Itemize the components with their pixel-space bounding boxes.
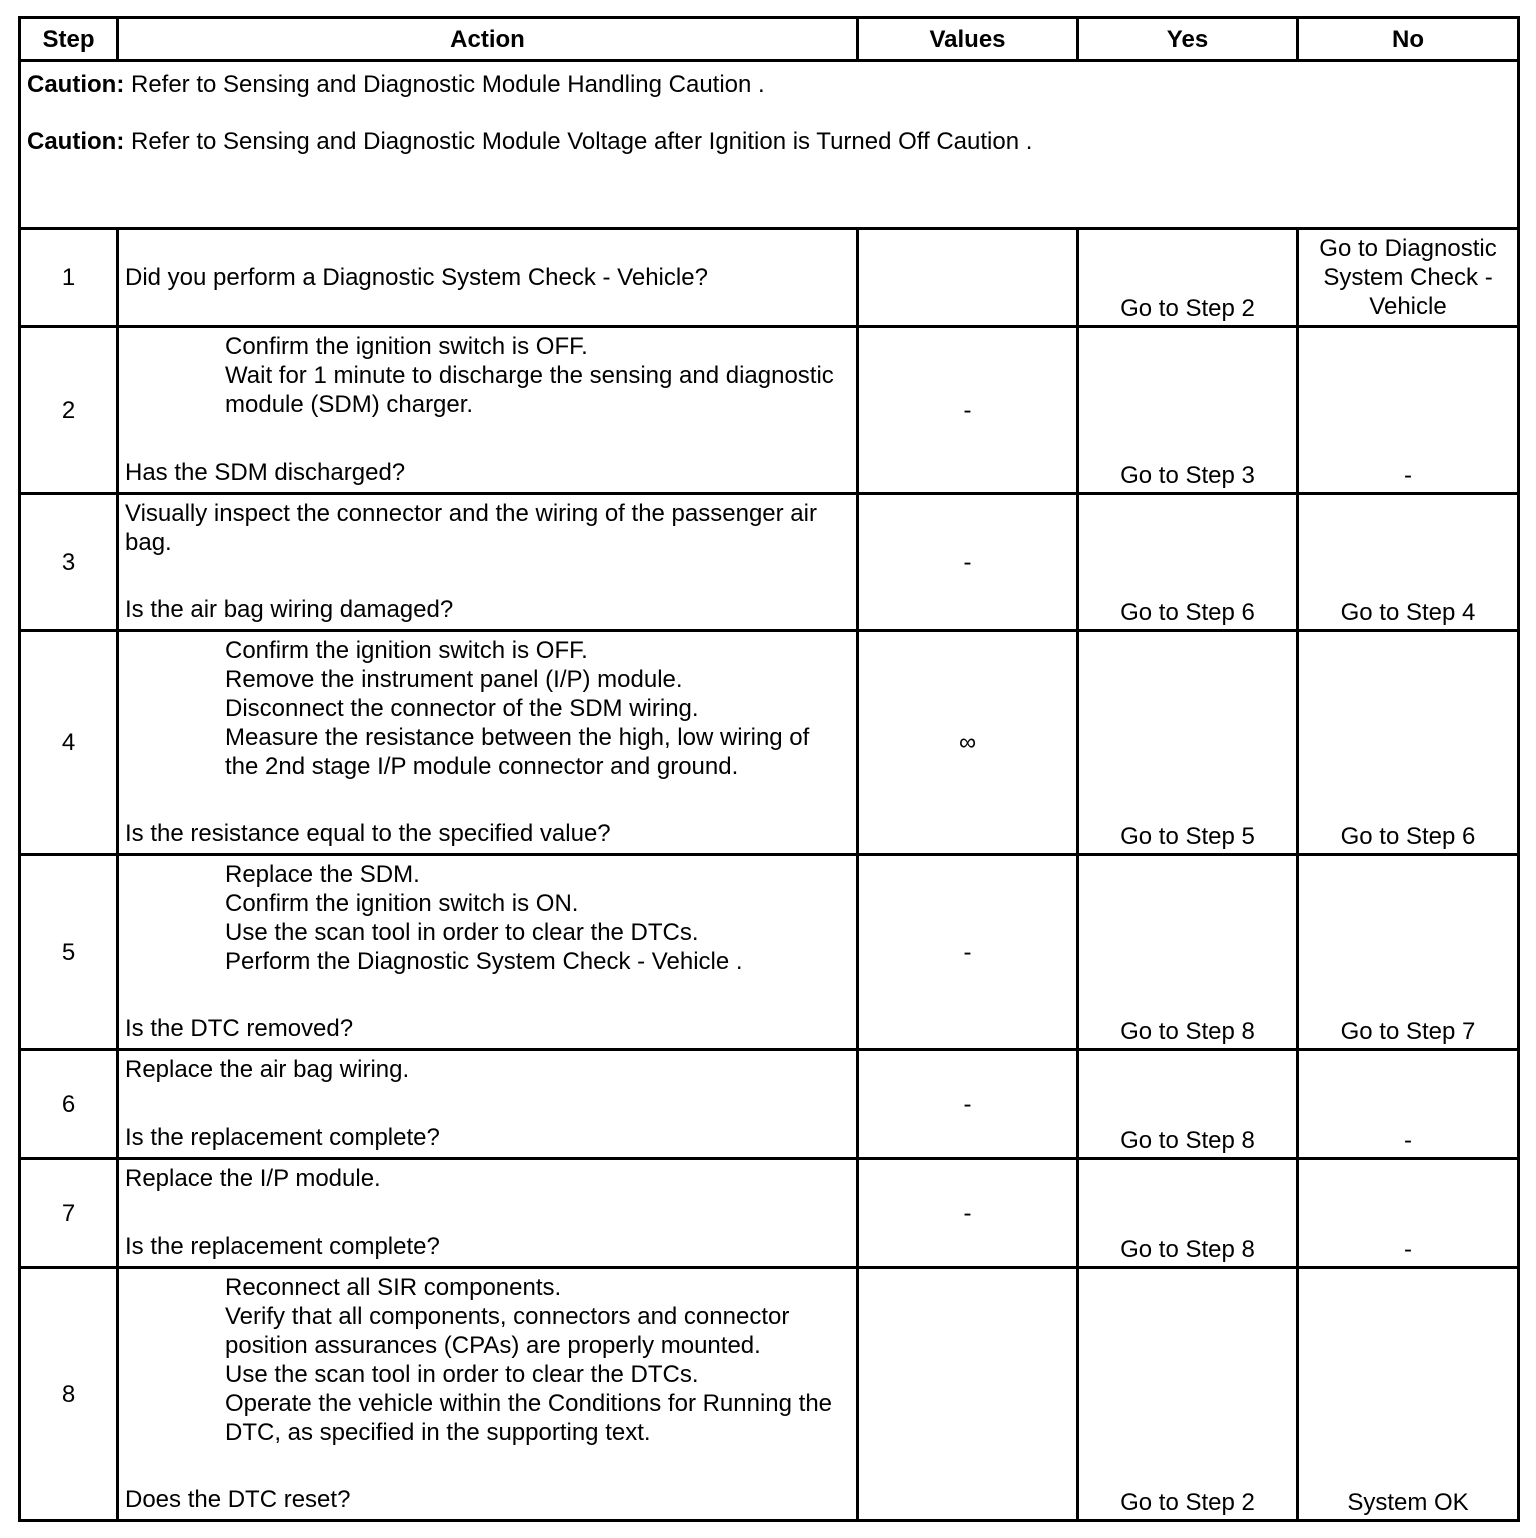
table-row: [20, 229, 1519, 327]
no-cell: -: [1298, 1050, 1519, 1159]
step-number: 2: [20, 327, 118, 494]
list-item: Use the scan tool in order to clear the DTCs.: [225, 1361, 699, 1388]
value-cell: -: [858, 494, 1078, 631]
question: Is the DTC removed?: [125, 1015, 354, 1042]
action-list: [125, 1269, 856, 1447]
caution-label: Caution:: [27, 71, 125, 98]
caution-text: Refer to Sensing and Diagnostic Module Handling Caution .: [124, 71, 765, 98]
table-row: [20, 1050, 1519, 1159]
action-cell: [118, 494, 858, 631]
list-item: Wait for 1 minute to discharge the sensing and diagnostic module (SDM) charger.: [225, 362, 834, 418]
list-item: Use the scan tool in order to clear the DTCs.: [225, 919, 699, 946]
no-cell: System OK: [1298, 1268, 1519, 1521]
action-cell: [118, 1159, 858, 1268]
no-cell: Go to Step 6: [1298, 631, 1519, 855]
step-number: 8: [20, 1268, 118, 1521]
list-item: Perform the Diagnostic System Check - Vehicle .: [225, 948, 743, 975]
yes-cell: Go to Step 8: [1078, 1050, 1298, 1159]
action-cell: [118, 229, 858, 327]
list-item: Reconnect all SIR components.: [225, 1274, 562, 1301]
question: Is the air bag wiring damaged?: [125, 596, 454, 623]
no-cell: Go to Step 7: [1298, 855, 1519, 1050]
caution-row: [20, 61, 1519, 229]
yes-cell: Go to Step 6: [1078, 494, 1298, 631]
step-number: 5: [20, 855, 118, 1050]
value-cell: [858, 229, 1078, 327]
value-cell: -: [858, 1050, 1078, 1159]
header-values: Values: [858, 18, 1078, 61]
step-number: 6: [20, 1050, 118, 1159]
action-list: [125, 632, 856, 781]
table-row: [20, 631, 1519, 855]
list-item: Measure the resistance between the high, low wiring of the 2nd stage I/P module connector and ground.: [225, 724, 810, 780]
table-row: [20, 327, 1519, 494]
no-cell: -: [1298, 1159, 1519, 1268]
yes-cell: Go to Step 3: [1078, 327, 1298, 494]
question: Did you perform a Diagnostic System Check - Vehicle?: [125, 264, 708, 291]
caution-label: Caution:: [27, 128, 125, 155]
table-row: [20, 494, 1519, 631]
value-cell: -: [858, 327, 1078, 494]
list-item: Remove the instrument panel (I/P) module.: [225, 666, 683, 693]
action-cell: [118, 855, 858, 1050]
caution-2: [27, 127, 1511, 156]
caution-cell: [20, 61, 1519, 229]
value-cell: -: [858, 1159, 1078, 1268]
action-list: [125, 856, 856, 976]
table-row: [20, 855, 1519, 1050]
action-list: [125, 328, 856, 419]
action-cell: [118, 631, 858, 855]
no-cell: -: [1298, 327, 1519, 494]
yes-cell: Go to Step 8: [1078, 855, 1298, 1050]
table-row: [20, 1159, 1519, 1268]
yes-cell: Go to Step 2: [1078, 1268, 1298, 1521]
list-item: Confirm the ignition switch is OFF.: [225, 637, 588, 664]
no-cell: Go to Diagnostic System Check - Vehicle: [1298, 229, 1519, 327]
action-cell: [118, 327, 858, 494]
yes-cell: Go to Step 5: [1078, 631, 1298, 855]
header-action: Action: [118, 18, 858, 61]
diagnostic-table: [18, 16, 1520, 1522]
header-no: No: [1298, 18, 1519, 61]
question: Is the replacement complete?: [125, 1124, 440, 1151]
list-item: Confirm the ignition switch is ON.: [225, 890, 579, 917]
header-step: Step: [20, 18, 118, 61]
no-cell: Go to Step 4: [1298, 494, 1519, 631]
list-item: Operate the vehicle within the Conditions for Running the DTC, as specified in the supporting text.: [225, 1390, 833, 1446]
list-item: Replace the SDM.: [225, 861, 420, 888]
question: Is the resistance equal to the specified value?: [125, 820, 611, 847]
question: Has the SDM discharged?: [125, 459, 406, 486]
yes-cell: Go to Step 8: [1078, 1159, 1298, 1268]
action-text: Replace the I/P module.: [125, 1165, 381, 1192]
yes-cell: Go to Step 2: [1078, 229, 1298, 327]
value-cell: ∞: [858, 631, 1078, 855]
action-cell: [118, 1268, 858, 1521]
action-text: Replace the air bag wiring.: [125, 1056, 410, 1083]
value-cell: [858, 1268, 1078, 1521]
header-yes: Yes: [1078, 18, 1298, 61]
table-row: [20, 1268, 1519, 1521]
question: Is the replacement complete?: [125, 1233, 440, 1260]
header-row: [20, 18, 1519, 61]
step-number: 3: [20, 494, 118, 631]
list-item: Confirm the ignition switch is OFF.: [225, 333, 588, 360]
action-cell: [118, 1050, 858, 1159]
list-item: Disconnect the connector of the SDM wiring.: [225, 695, 699, 722]
caution-text: Refer to Sensing and Diagnostic Module Voltage after Ignition is Turned Off Caution .: [124, 128, 1033, 155]
question: Does the DTC reset?: [125, 1486, 351, 1513]
list-item: Verify that all components, connectors and connector position assurances (CPAs) are properly mounted.: [225, 1303, 790, 1359]
value-cell: -: [858, 855, 1078, 1050]
step-number: 7: [20, 1159, 118, 1268]
action-text: Visually inspect the connector and the wiring of the passenger air bag.: [125, 500, 817, 556]
step-number: 1: [20, 229, 118, 327]
caution-1: [27, 70, 1511, 99]
step-number: 4: [20, 631, 118, 855]
